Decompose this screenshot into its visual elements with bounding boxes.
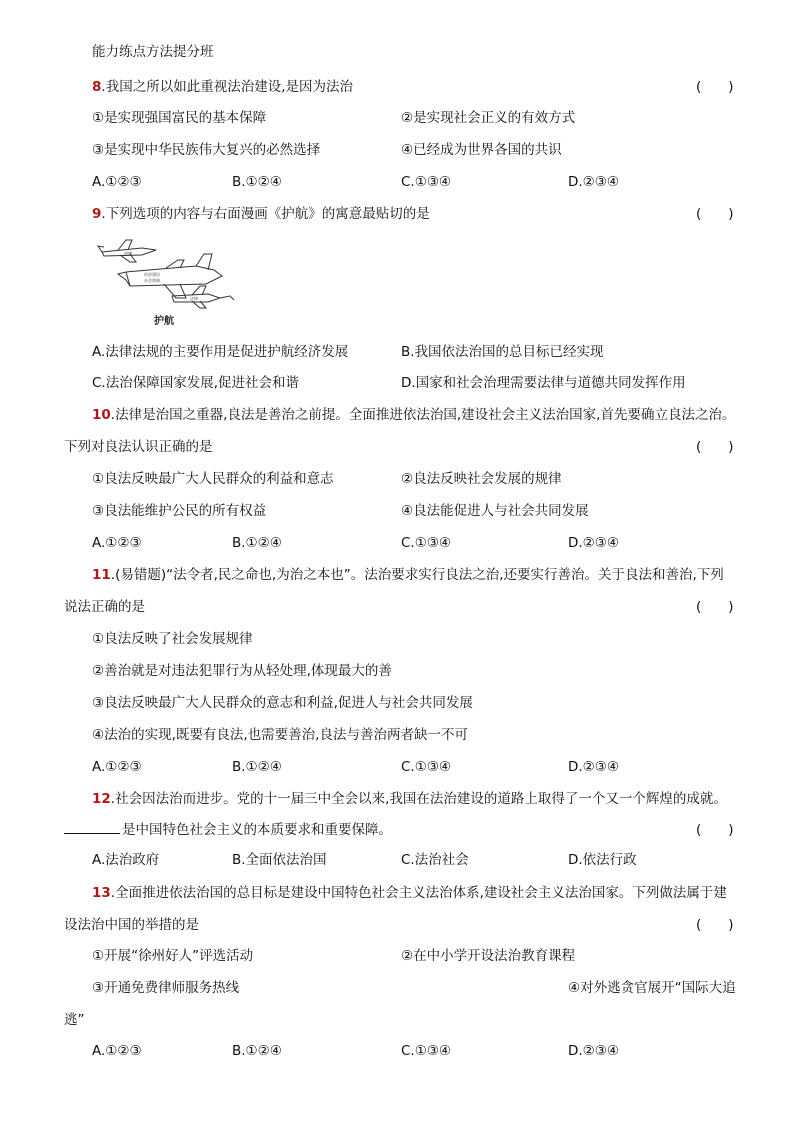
question-12-text-1: .社会因法治而进步。党的十一届三中全会以来,我国在法治建设的道路上取得了一个又一个辉煌的成就。 <box>110 791 727 807</box>
question-10-option-1: ①良法反映最广大人民群众的利益和意志 <box>92 471 334 487</box>
question-12-choice-d: D.依法行政 <box>568 852 637 868</box>
question-10-choice-a: A.①②③ <box>92 535 142 551</box>
question-11-choice-c: C.①③④ <box>401 759 452 775</box>
question-9-choice-c: C.法治保障国家发展,促进社会和谐 <box>92 375 300 391</box>
question-13-stem-line-2: 设法治中国的举措的是 <box>64 917 199 933</box>
question-9-text: .下列选项的内容与右面漫画《护航》的寓意最贴切的是 <box>101 206 430 222</box>
question-8-text: .我国之所以如此重视法治建设,是因为法治 <box>101 79 353 95</box>
question-11-stem-line-2: 说法正确的是 <box>64 599 145 615</box>
question-9-choice-a: A.法律法规的主要作用是促进护航经济发展 <box>92 344 349 360</box>
question-9-number: 9 <box>92 206 102 222</box>
question-13-choice-a: A.①②③ <box>92 1043 142 1059</box>
question-13-option-4-continued: 逃” <box>64 1012 85 1028</box>
question-10-choice-d: D.②③④ <box>568 535 619 551</box>
question-8-option-2: ②是实现社会正义的有效方式 <box>401 110 576 126</box>
question-10-text-1: .法律是治国之重器,良法是善治之前提。全面推进依法治国,建设社会主义法治国家,首先要确立良法之治。 <box>110 407 736 423</box>
question-11-option-3: ③良法反映最广大人民群众的意志和利益,促进人与社会共同发展 <box>92 695 473 711</box>
question-8-stem <box>92 78 353 96</box>
question-11-option-4: ④法治的实现,既要有良法,也需要善治,良法与善治两者缺一不可 <box>92 727 468 743</box>
question-13-choice-c: C.①③④ <box>401 1043 452 1059</box>
cartoon-caption: 护航 <box>154 316 174 327</box>
question-13-option-4: ④对外逃贪官展开“国际大追 <box>568 980 736 996</box>
question-13-stem-line-1 <box>92 884 727 902</box>
question-11-number: 11 <box>92 567 111 583</box>
question-10-option-3: ③良法能维护公民的所有权益 <box>92 503 267 519</box>
question-13-answer-paren: ( ) <box>696 917 734 933</box>
question-11-choice-d: D.②③④ <box>568 759 619 775</box>
question-11-choice-a: A.①②③ <box>92 759 142 775</box>
big-plane-icon <box>118 254 222 298</box>
big-plane-text-2: 社会和谐 <box>144 278 160 283</box>
question-10-answer-paren: ( ) <box>696 439 734 455</box>
cartoon-escort-figure <box>96 238 246 330</box>
top-jet-label: 道德 <box>124 251 132 256</box>
question-12-stem-line-1 <box>92 790 727 808</box>
question-13-option-3: ③开通免费律师服务热线 <box>92 980 240 996</box>
question-11-choice-b: B.①②④ <box>232 759 282 775</box>
question-8-answer-paren: ( ) <box>696 79 734 95</box>
question-9-choice-d: D.国家和社会治理需要法律与道德共同发挥作用 <box>401 375 686 391</box>
question-8-choice-b: B.①②④ <box>232 174 282 190</box>
question-8-option-1: ①是实现强国富民的基本保障 <box>92 110 267 126</box>
bottom-jet-label: 法律 <box>190 296 198 301</box>
question-10-choice-b: B.①②④ <box>232 535 282 551</box>
question-10-choice-c: C.①③④ <box>401 535 452 551</box>
question-8-choice-c: C.①③④ <box>401 174 452 190</box>
question-10-option-2: ②良法反映社会发展的规律 <box>401 471 562 487</box>
question-12-choice-a: A.法治政府 <box>92 852 160 868</box>
question-9-answer-paren: ( ) <box>696 206 734 222</box>
question-9-stem <box>92 205 430 223</box>
question-11-option-2: ②善治就是对违法犯罪行为从轻处理,体现最大的善 <box>92 663 392 679</box>
question-8-number: 8 <box>92 79 102 95</box>
question-13-option-2: ②在中小学开设法治教育课程 <box>401 948 576 964</box>
question-12-choice-b: B.全面依法治国 <box>232 852 327 868</box>
section-header: 能力练点方法提分班 <box>92 44 214 60</box>
question-13-number: 13 <box>92 885 111 901</box>
question-10-number: 10 <box>92 407 111 423</box>
question-12-choice-c: C.法治社会 <box>401 852 469 868</box>
question-13-choice-b: B.①②④ <box>232 1043 282 1059</box>
question-13-choice-d: D.②③④ <box>568 1043 619 1059</box>
fill-in-blank <box>64 821 120 834</box>
question-12-text-2: 是中国特色社会主义的本质要求和重要保障。 <box>122 822 392 838</box>
question-9-choice-b: B.我国依法治国的总目标已经实现 <box>401 344 604 360</box>
question-10-stem-line-2: 下列对良法认识正确的是 <box>64 439 213 455</box>
question-11-answer-paren: ( ) <box>696 599 734 615</box>
question-10-option-4: ④良法能促进人与社会共同发展 <box>401 503 589 519</box>
question-13-option-1: ①开展“徐州好人”评选活动 <box>92 948 254 964</box>
question-11-stem-line-1 <box>92 566 724 584</box>
question-8-option-4: ④已经成为世界各国的共识 <box>401 142 562 158</box>
question-12-stem-line-2 <box>64 821 392 839</box>
question-11-text-1: .(易错题)“法令者,民之命也,为治之本也”。法治要求实行良法之治,还要实行善治。关于良法和善治,下列 <box>110 567 724 583</box>
question-10-stem-line-1 <box>92 406 735 424</box>
question-11-option-1: ①良法反映了社会发展规律 <box>92 631 253 647</box>
question-12-answer-paren: ( ) <box>696 822 734 838</box>
question-13-text-1: .全面推进依法治国的总目标是建设中国特色社会主义法治体系,建设社会主义法治国家。下列做法属于建 <box>110 885 727 901</box>
big-plane-text-1: 经济建设 <box>144 272 160 277</box>
question-8-choice-d: D.②③④ <box>568 174 619 190</box>
question-8-option-3: ③是实现中华民族伟大复兴的必然选择 <box>92 142 321 158</box>
question-12-number: 12 <box>92 791 111 807</box>
question-8-choice-a: A.①②③ <box>92 174 142 190</box>
bottom-jet-icon <box>172 286 234 308</box>
